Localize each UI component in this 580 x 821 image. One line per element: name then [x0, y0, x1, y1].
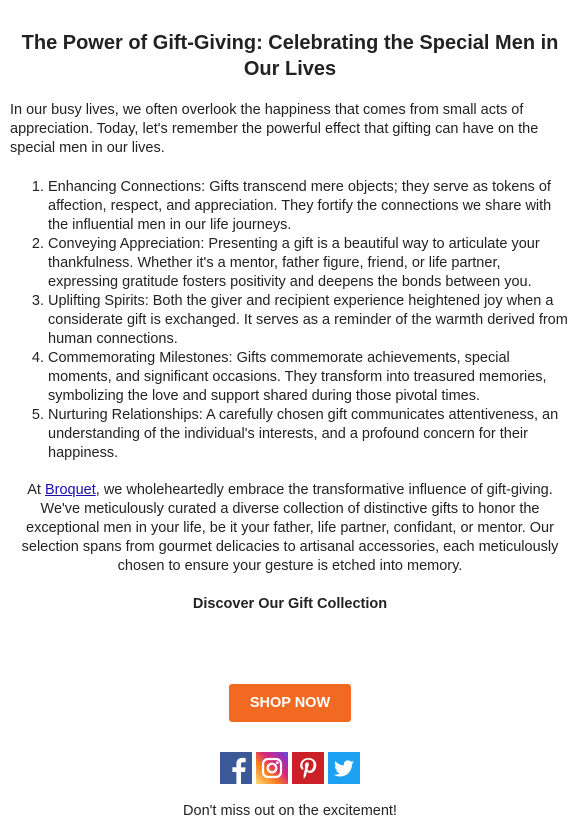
closing-text: , we wholeheartedly embrace the transformative influence of gift-giving. We've meticulously curated a diverse collection of distinctive gifts to honor the exceptional men in your life, be it your father, life partner, confidant, or mentor. Our selection spans from gourmet delicacies to artisanal accessories, each meticulously chosen to ensure your gesture is etched into memory. [21, 482, 559, 574]
intro-paragraph: In our busy lives, we often overlook the happiness that comes from small acts of appreciation. Today, let's remember the powerful effect that gifting can have on the special men in our lives. [10, 102, 539, 156]
benefits-list [0, 178, 580, 463]
facebook-icon[interactable] [220, 752, 252, 784]
list-item: 4. Commemorating Milestones: Gifts commemorate achievements, special moments, and significant occasions. They transform into treasured memories, symbolizing the love and support shared during those pivotal times. [48, 349, 570, 406]
brand-link[interactable]: Broquet [44, 482, 96, 498]
closing-paragraph [0, 481, 580, 576]
pinterest-icon[interactable] [292, 752, 324, 784]
list-item: 1. Enhancing Connections: Gifts transcend mere objects; they serve as tokens of affection, respect, and appreciation. They fortify the connections we share with the influential men in our life journeys. [48, 178, 570, 235]
social-links [0, 752, 580, 784]
twitter-icon[interactable] [328, 752, 360, 784]
page-title: The Power of Gift-Giving: Celebrating the Special Men in Our Lives [21, 32, 559, 80]
list-item: 3. Uplifting Spirits: Both the giver and recipient experience heightened joy when a considerate gift is exchanged. It serves as a reminder of the warmth derived from human connections. [48, 292, 570, 349]
instagram-icon[interactable] [256, 752, 288, 784]
cta-container [0, 684, 580, 722]
shop-now-button[interactable]: SHOP NOW [229, 684, 351, 722]
list-item: 2. Conveying Appreciation: Presenting a gift is a beautiful way to articulate your thankfulness. Whether it's a mentor, father figure, friend, or life partner, expressing gratitude fosters positivity and deepens the bonds between you. [48, 235, 570, 292]
discover-heading: Discover Our Gift Collection [192, 596, 388, 612]
closing-prefix: At [27, 482, 45, 498]
list-item: 5. Nurturing Relationships: A carefully chosen gift communicates attentiveness, an understanding of the individual's interests, and a profound concern for their happiness. [48, 406, 570, 463]
footer-note: Don't miss out on the excitement! [183, 803, 397, 819]
